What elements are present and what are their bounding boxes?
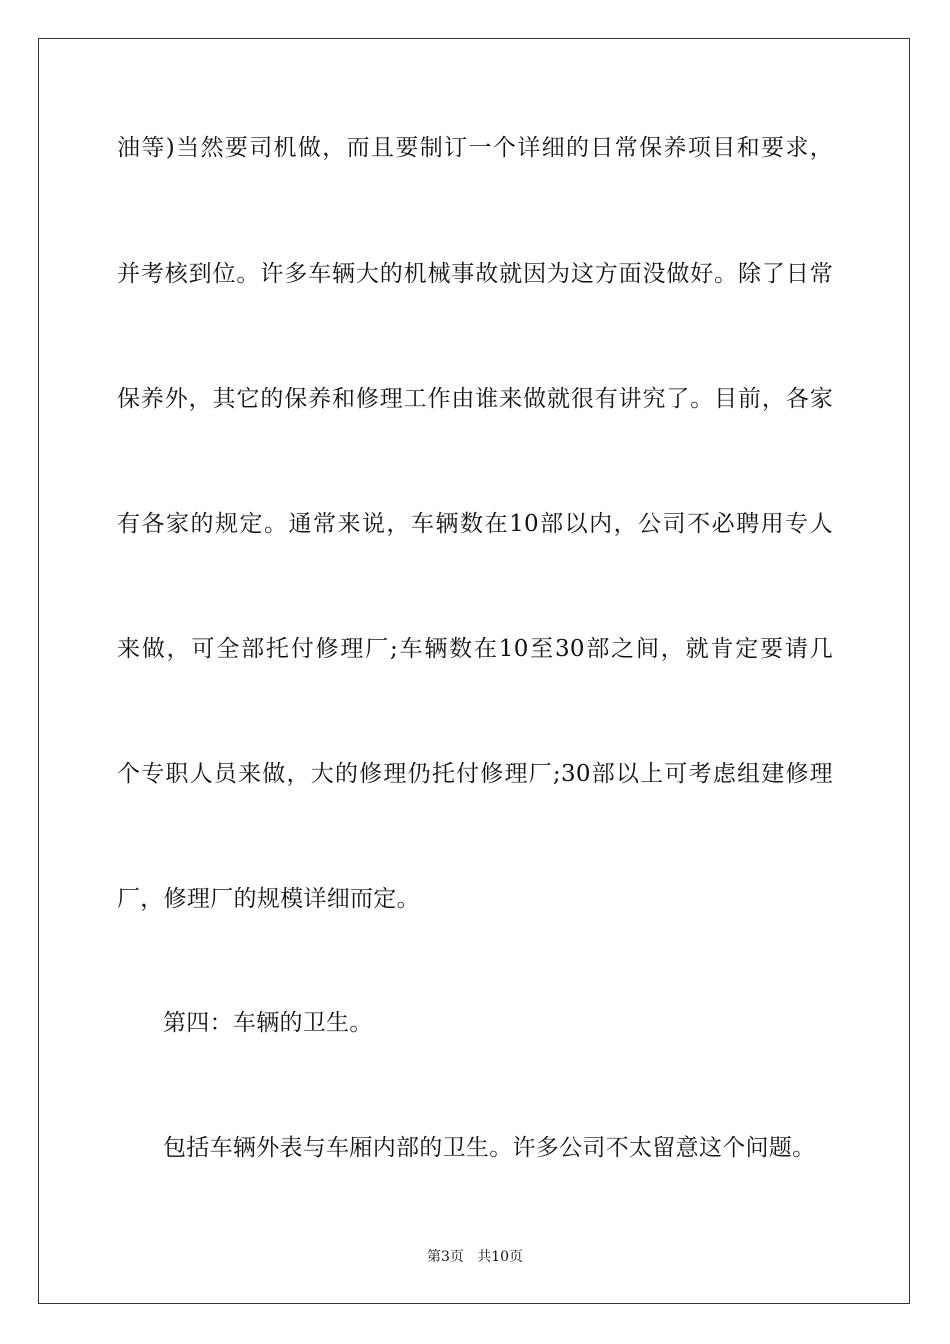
paragraph-line-1: 油等)当然要司机做，而且要制订一个详细的日常保养项目和要求， — [117, 135, 833, 161]
paragraph-line-2: 并考核到位。许多车辆大的机械事故就因为这方面没做好。除了日常 — [117, 261, 833, 287]
paragraph-line-5: 来做，可全部托付修理厂;车辆数在10至30部之间，就肯定要请几 — [117, 636, 833, 662]
section-paragraph-line: 包括车辆外表与车厢内部的卫生。许多公司不太留意这个问题。 — [163, 1135, 816, 1161]
page-border — [38, 38, 910, 1304]
paragraph-line-7: 厂，修理厂的规模详细而定。 — [117, 886, 420, 912]
paragraph-line-6: 个专职人员来做，大的修理仍托付修理厂;30部以上可考虑组建修理 — [117, 761, 833, 787]
paragraph-line-3: 保养外，其它的保养和修理工作由谁来做就很有讲究了。目前，各家 — [117, 386, 833, 412]
paragraph-line-4: 有各家的规定。通常来说，车辆数在10部以内，公司不必聘用专人 — [117, 511, 833, 537]
page-footer: 第3页 共10页 — [426, 1249, 524, 1265]
section-heading: 第四：车辆的卫生。 — [163, 1010, 373, 1036]
